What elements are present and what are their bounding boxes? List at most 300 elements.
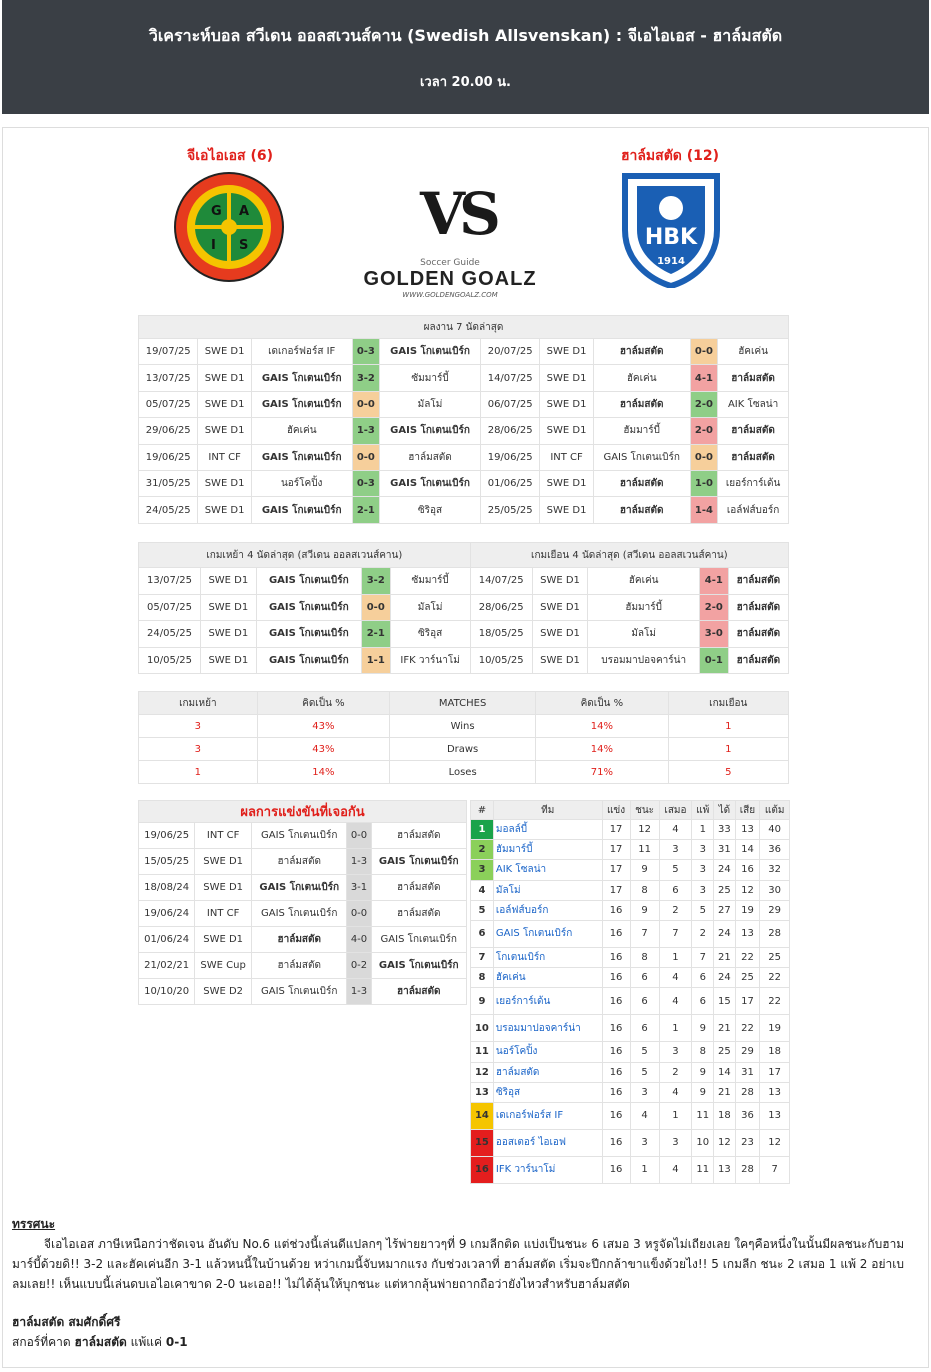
stats-cell: 3 [139,715,258,738]
standings-cell: 12 [735,880,760,900]
standings-cell: 21 [714,1015,735,1042]
rank-cell: 11 [471,1042,494,1062]
team-link[interactable]: นอร์โคปิ้ง [493,1042,602,1062]
prediction-team: ฮาล์มสตัด [74,1335,127,1349]
standings-cell: 12 [714,1129,735,1156]
home-team-cell[interactable]: GAIS โกเตนเบิร์ก [256,647,361,674]
away-team-cell[interactable]: ฮาล์มสตัด [728,594,788,621]
away-team-cell[interactable]: ฮาล์มสตัด [728,621,788,648]
match-date: 29/06/25 [139,418,198,444]
home-team-cell[interactable]: ฮัมมาร์บี้ [593,418,690,444]
h2h-row [139,875,467,901]
match-date: 19/06/25 [480,444,539,470]
away-team-cell[interactable]: GAIS โกเตนเบิร์ก [380,339,481,365]
match-league: SWE D1 [532,568,588,595]
standings-cell: 2 [659,900,692,920]
standings-row [471,1156,790,1183]
standings-cell: 16 [602,1156,630,1183]
match-row [139,497,789,523]
prediction-section [12,1312,188,1352]
home-logo-letter: S [239,238,249,253]
away-team-cell[interactable]: GAIS โกเตนเบิร์ก [371,849,466,875]
away-logo-letters: HBK [644,225,698,250]
home-team-cell[interactable]: ฮาล์มสตัด [252,927,347,953]
team-link[interactable]: ฮัคเค่น [493,968,602,988]
standings-header: ได้ [714,801,735,820]
match-row [139,470,789,496]
standings-cell: 1 [659,1015,692,1042]
score-cell: 0-3 [352,339,379,365]
match-date: 24/05/25 [139,621,201,648]
home-team-cell[interactable]: ฮัคเค่น [593,365,690,391]
away-team-cell[interactable]: GAIS โกเตนเบิร์ก [380,470,481,496]
standings-cell: 6 [630,1015,659,1042]
match-league: SWE D1 [540,470,593,496]
standings-cell: 4 [659,968,692,988]
home-team-cell[interactable]: ฮาล์มสตัด [593,391,690,417]
standings-cell: 6 [630,968,659,988]
away-team-cell[interactable]: GAIS โกเตนเบิร์ก [371,953,466,979]
standings-cell: 12 [630,820,659,840]
prediction-label: ฮาล์มสตัด สมศักดิ์ศรี [12,1315,121,1329]
standings-cell: 24 [714,920,735,947]
standings-cell: 19 [760,1015,790,1042]
score-cell: 1-4 [690,497,717,523]
standings-cell: 9 [630,860,659,880]
standings-cell: 3 [630,1129,659,1156]
standings-header: เสมอ [659,801,692,820]
standings-header: เสีย [735,801,760,820]
stats-cell: 71% [536,761,668,784]
match-date: 19/06/24 [139,901,195,927]
standings-cell: 13 [735,920,760,947]
standings-cell: 2 [692,920,714,947]
standings-cell: 2 [659,1062,692,1082]
standings-row [471,840,790,860]
stats-cell: 43% [257,715,389,738]
match-league: SWE D1 [198,497,251,523]
match-row [139,339,789,365]
standings-cell: 28 [735,1156,760,1183]
match-date: 15/05/25 [139,849,195,875]
score-cell: 4-1 [699,568,728,595]
standings-cell: 3 [659,1042,692,1062]
score-cell: 1-3 [347,849,371,875]
rank-cell: 16 [471,1156,494,1183]
away-team-cell[interactable]: ซัมมาร์บี้ [390,568,470,595]
page-title: วิเคราะห์บอล สวีเดน ออลสเวนส์คาน (Swedish Allsvenskan) : จีเอไอเอส - ฮาล์มสตัด [148,26,783,45]
match-date: 05/07/25 [139,594,201,621]
team-link[interactable]: โกเตนเบิร์ก [493,947,602,967]
score-cell: 0-0 [690,444,717,470]
standings-cell: 17 [602,860,630,880]
standings-cell: 8 [692,1042,714,1062]
home-team-cell[interactable]: ฮาล์มสตัด [252,849,347,875]
standings-cell: 3 [630,1082,659,1102]
stats-header: MATCHES [390,692,536,715]
standings-cell: 16 [602,920,630,947]
match-row [139,568,789,595]
standings-cell: 25 [714,880,735,900]
standings-cell: 9 [630,900,659,920]
standings-cell: 1 [659,1102,692,1129]
stats-cell: Draws [390,738,536,761]
team-link[interactable]: มัลโม่ [493,880,602,900]
home-team-cell[interactable]: GAIS โกเตนเบิร์ก [252,979,347,1005]
standings-cell: 5 [659,860,692,880]
league-standings-table [470,800,790,1184]
stats-cell: 14% [536,715,668,738]
home-team-cell[interactable]: GAIS โกเตนเบิร์ก [593,444,690,470]
match-date: 14/07/25 [470,568,532,595]
standings-cell: 17 [735,988,760,1015]
stats-cell: 14% [536,738,668,761]
away-team-cell[interactable]: GAIS โกเตนเบิร์ก [371,927,466,953]
away-team-cell[interactable]: ฮาล์มสตัด [371,875,466,901]
standings-cell: 16 [602,1129,630,1156]
standings-row [471,1102,790,1129]
match-date: 20/07/25 [480,339,539,365]
h2h-row [139,979,467,1005]
away-team-cell[interactable]: ซิริอุส [390,621,470,648]
home-team-cell[interactable]: ฮัคเค่น [251,418,352,444]
home-team-cell[interactable]: เดเกอร์ฟอร์ส IF [251,339,352,365]
standings-header: แข่ง [602,801,630,820]
score-cell: 3-1 [347,875,371,901]
team-link[interactable]: AIK โซลน่า [493,860,602,880]
kickoff-time: เวลา 20.00 น. [419,75,511,90]
team-link[interactable]: มอลล์บี้ [493,820,602,840]
score-cell: 3-2 [352,365,379,391]
team-link[interactable]: GAIS โกเตนเบิร์ก [493,920,602,947]
away-team-cell[interactable]: AIK โซลน่า [718,391,789,417]
match-date: 24/05/25 [139,497,198,523]
rank-cell: 2 [471,840,494,860]
prediction-score: 0-1 [165,1335,188,1349]
score-cell: 2-0 [699,594,728,621]
team-link[interactable]: ฮัมมาร์บี้ [493,840,602,860]
home-team-cell[interactable]: GAIS โกเตนเบิร์ก [252,901,347,927]
match-league: SWE D1 [201,621,257,648]
standings-header: แต้ม [760,801,790,820]
standings-cell: 8 [630,880,659,900]
away-team-cell[interactable]: ฮาล์มสตัด [718,418,789,444]
match-date: 01/06/25 [480,470,539,496]
standings-cell: 36 [735,1102,760,1129]
last-7-title: ผลงาน 7 นัดล่าสุด [139,316,789,339]
standings-header: # [471,801,494,820]
standings-row [471,820,790,840]
last-4-home-title: เกมเหย้า 4 นัดล่าสุด (สวีเดน ออลสเวนส์คาน) [139,543,471,568]
home-team-cell[interactable]: ฮัคเค่น [588,568,700,595]
standings-cell: 22 [735,1015,760,1042]
score-cell: 3-2 [361,568,390,595]
h2h-row [139,901,467,927]
stats-header: คิดเป็น % [257,692,389,715]
standings-cell: 16 [602,1015,630,1042]
match-league: SWE D1 [532,647,588,674]
brand-name: GOLDEN GOALZ [363,268,537,290]
away-team-cell[interactable]: ฮาล์มสตัด [728,647,788,674]
score-cell: 0-3 [352,470,379,496]
standings-cell: 22 [760,988,790,1015]
home-team-cell[interactable]: ฮาล์มสตัด [252,953,347,979]
stats-header: เกมเยือน [668,692,788,715]
match-date: 25/05/25 [480,497,539,523]
rank-cell: 14 [471,1102,494,1129]
home-team-logo [173,171,285,283]
stats-table [138,691,789,784]
away-team-cell[interactable]: มัลโม่ [380,391,481,417]
standings-cell: 16 [602,1082,630,1102]
match-league: INT CF [195,823,252,849]
home-team-cell[interactable]: ฮาล์มสตัด [593,470,690,496]
standings-cell: 4 [630,1102,659,1129]
match-date: 10/05/25 [139,647,201,674]
standings-cell: 17 [602,840,630,860]
match-date: 28/06/25 [470,594,532,621]
standings-cell: 9 [692,1062,714,1082]
match-date: 06/07/25 [480,391,539,417]
standings-cell: 18 [760,1042,790,1062]
home-team-cell[interactable]: บรอมมาปอจคาร์น่า [588,647,700,674]
prediction-prefix: สกอร์ที่คาด [12,1335,71,1349]
team-link[interactable]: เยอร์การ์เด้น [493,988,602,1015]
match-league: SWE D1 [540,391,593,417]
standings-cell: 12 [760,1129,790,1156]
stats-row [139,715,789,738]
standings-cell: 7 [659,920,692,947]
match-date: 10/05/25 [470,647,532,674]
match-league: SWE D1 [532,594,588,621]
analysis-label: ทรรศนะ [12,1217,56,1231]
standings-cell: 13 [760,1102,790,1129]
standings-row [471,860,790,880]
rank-cell: 4 [471,880,494,900]
away-team-cell[interactable]: ซัมมาร์บี้ [380,365,481,391]
match-league: SWE D1 [201,647,257,674]
away-team-cell[interactable]: เยอร์การ์เด้น [718,470,789,496]
standings-cell: 16 [602,988,630,1015]
away-team-cell[interactable]: เอล์ฟส์บอร์ก [718,497,789,523]
match-date: 05/07/25 [139,391,198,417]
standings-cell: 40 [760,820,790,840]
stats-cell: Loses [390,761,536,784]
team-link[interactable]: ออสเตอร์ ไอเอฟ [493,1129,602,1156]
standings-cell: 4 [659,820,692,840]
home-team-cell[interactable]: GAIS โกเตนเบิร์ก [251,497,352,523]
standings-row [471,1062,790,1082]
score-cell: 3-0 [699,621,728,648]
match-league: SWE D1 [540,365,593,391]
match-date: 19/07/25 [139,339,198,365]
h2h-row [139,953,467,979]
standings-cell: 24 [714,968,735,988]
standings-row [471,920,790,947]
home-team-cell[interactable]: GAIS โกเตนเบิร์ก [256,621,361,648]
standings-row [471,900,790,920]
home-team-cell[interactable]: นอร์โคปิ้ง [251,470,352,496]
home-team-cell[interactable]: ฮัมมาร์บี้ [588,594,700,621]
standings-cell: 32 [760,860,790,880]
standings-cell: 22 [735,947,760,967]
standings-cell: 3 [692,840,714,860]
away-team-cell[interactable]: ฮาล์มสตัด [371,901,466,927]
score-cell: 2-1 [361,621,390,648]
match-league: SWE D2 [195,979,252,1005]
match-date: 14/07/25 [480,365,539,391]
home-team-cell[interactable]: GAIS โกเตนเบิร์ก [251,365,352,391]
home-logo-letter: I [211,238,216,253]
standings-cell: 31 [735,1062,760,1082]
h2h-title: ผลการแข่งขันที่เจอกัน [139,801,467,823]
standings-cell: 21 [714,947,735,967]
last-4-matches-table [138,542,789,674]
team-link[interactable]: IFK วาร์นาโม่ [493,1156,602,1183]
team-link[interactable]: บรอมมาปอจคาร์น่า [493,1015,602,1042]
away-team-cell[interactable]: GAIS โกเตนเบิร์ก [380,418,481,444]
stats-cell: 1 [668,715,788,738]
standings-cell: 1 [692,820,714,840]
page-header [2,0,929,114]
match-league: SWE D1 [198,470,251,496]
home-team-cell[interactable]: ฮาล์มสตัด [593,339,690,365]
standings-cell: 1 [659,947,692,967]
standings-cell: 3 [659,1129,692,1156]
team-link[interactable]: เดเกอร์ฟอร์ส IF [493,1102,602,1129]
away-team-cell[interactable]: ฮาล์มสตัด [380,444,481,470]
rank-cell: 13 [471,1082,494,1102]
away-team-name[interactable]: ฮาล์มสตัด (12) [620,148,720,164]
away-logo-year: 1914 [657,256,685,267]
match-date: 19/06/25 [139,444,198,470]
home-team-cell[interactable]: GAIS โกเตนเบิร์ก [256,568,361,595]
standings-cell: 22 [760,968,790,988]
brand-logo [334,258,566,298]
standings-cell: 13 [760,1082,790,1102]
match-league: SWE D1 [532,621,588,648]
team-link[interactable]: ฮาล์มสตัด [493,1062,602,1082]
brand-tagline: Soccer Guide [420,258,480,268]
match-date: 21/02/21 [139,953,195,979]
rank-cell: 3 [471,860,494,880]
standings-cell: 11 [692,1156,714,1183]
score-cell: 2-1 [352,497,379,523]
standings-cell: 30 [760,880,790,900]
match-row [139,647,789,674]
away-team-logo [617,170,725,288]
standings-row [471,988,790,1015]
rank-cell: 12 [471,1062,494,1082]
standings-cell: 16 [602,968,630,988]
stats-header: เกมเหย้า [139,692,258,715]
match-league: SWE D1 [198,391,251,417]
away-team-cell[interactable]: ฮาล์มสตัด [718,444,789,470]
standings-cell: 4 [659,988,692,1015]
brand-url: WWW.GOLDENGOALZ.COM [402,291,498,299]
home-team-cell[interactable]: GAIS โกเตนเบิร์ก [251,444,352,470]
rank-cell: 10 [471,1015,494,1042]
standings-row [471,1129,790,1156]
standings-cell: 21 [714,1082,735,1102]
away-team-cell[interactable]: มัลโม่ [390,594,470,621]
analysis-text: จีเอไอเอส ภาษีเหนือกว่าชัดเจน อันดับ No.6 แต่ช่วงนี้เล่นดีแปลกๆ ไร้พ่ายยาวๆที่ 9 เกมลีกติด แบ่งเป็นชนะ 6 เสมอ 3 หรูจัดไม่เถียงเลย ใคๆคือหนึ่งในนั้นมีผลชนะกับฮามมาร์บี้ด้วยดิ!! 3-2 และฮัคเค่นอีก 3-1 แล้วหนนี้ในบ้านด้วย หว่าเกมนี้จับหมากแรง กับช่วงเวลาที่ ฮาล์มสตัด เริ่มจะปีกกล้าขาแข็งด้วยไง!! 5 เกมลีก ชนะ 2 เสมอ 1 แพ้ 2 อย่าเบลมเลย!! เห็นแบบนี้เล่นดบเอไอเคาขาด 2-0 นะเออ!! ไม่ได้ลุ้นให้บุกชนะ แต่หากลุ้นพ่ายถากถือว่ายังไหวสำหรับฮาล์มสตัด [12,1237,905,1291]
match-date: 13/07/25 [139,365,198,391]
standings-cell: 6 [692,988,714,1015]
away-team-cell[interactable]: ซิริอุส [380,497,481,523]
standings-cell: 14 [714,1062,735,1082]
away-team-cell[interactable]: ฮัคเค่น [718,339,789,365]
home-team-cell[interactable]: มัลโม่ [588,621,700,648]
match-league: SWE Cup [195,953,252,979]
standings-cell: 14 [735,840,760,860]
away-team-cell[interactable]: ฮาล์มสตัด [728,568,788,595]
h2h-row [139,823,467,849]
rank-cell: 5 [471,900,494,920]
score-cell: 1-3 [347,979,371,1005]
standings-cell: 16 [602,1042,630,1062]
standings-cell: 24 [714,860,735,880]
standings-cell: 17 [602,820,630,840]
match-date: 19/06/25 [139,823,195,849]
standings-cell: 5 [692,900,714,920]
standings-cell: 3 [692,880,714,900]
standings-cell: 7 [630,920,659,947]
standings-cell: 16 [602,900,630,920]
away-team-cell[interactable]: ฮาล์มสตัด [371,979,466,1005]
home-team-cell[interactable]: GAIS โกเตนเบิร์ก [251,391,352,417]
standings-cell: 7 [760,1156,790,1183]
standings-cell: 6 [659,880,692,900]
away-team-cell[interactable]: ฮาล์มสตัด [718,365,789,391]
stats-cell: 3 [139,738,258,761]
score-cell: 4-1 [690,365,717,391]
rank-cell: 1 [471,820,494,840]
team-link[interactable]: ซิริอุส [493,1082,602,1102]
home-team-cell[interactable]: GAIS โกเตนเบิร์ก [256,594,361,621]
match-league: SWE D1 [201,568,257,595]
standings-cell: 27 [714,900,735,920]
away-team-cell[interactable]: ฮาล์มสตัด [371,823,466,849]
h2h-row [139,849,467,875]
versus-mark: VS [420,180,495,248]
standings-cell: 25 [760,947,790,967]
standings-cell: 15 [714,988,735,1015]
match-league: SWE D1 [198,418,251,444]
match-league: INT CF [198,444,251,470]
standings-cell: 29 [760,900,790,920]
standings-cell: 25 [714,1042,735,1062]
away-team-cell[interactable]: IFK วาร์นาโม่ [390,647,470,674]
standings-cell: 19 [735,900,760,920]
standings-cell: 7 [692,947,714,967]
standings-cell: 16 [602,1062,630,1082]
match-row [139,621,789,648]
match-date: 31/05/25 [139,470,198,496]
match-date: 13/07/25 [139,568,201,595]
home-team-cell[interactable]: GAIS โกเตนเบิร์ก [252,875,347,901]
home-team-cell[interactable]: GAIS โกเตนเบิร์ก [252,823,347,849]
team-link[interactable]: เอล์ฟส์บอร์ก [493,900,602,920]
standings-cell: 25 [735,968,760,988]
last-7-matches-table [138,315,789,524]
score-cell: 1-0 [690,470,717,496]
standings-cell: 4 [659,1156,692,1183]
home-logo-letter: A [239,204,250,219]
home-team-name[interactable]: จีเอไอเอส (6) [187,148,273,164]
stats-cell: 5 [668,761,788,784]
home-team-cell[interactable]: ฮาล์มสตัด [593,497,690,523]
